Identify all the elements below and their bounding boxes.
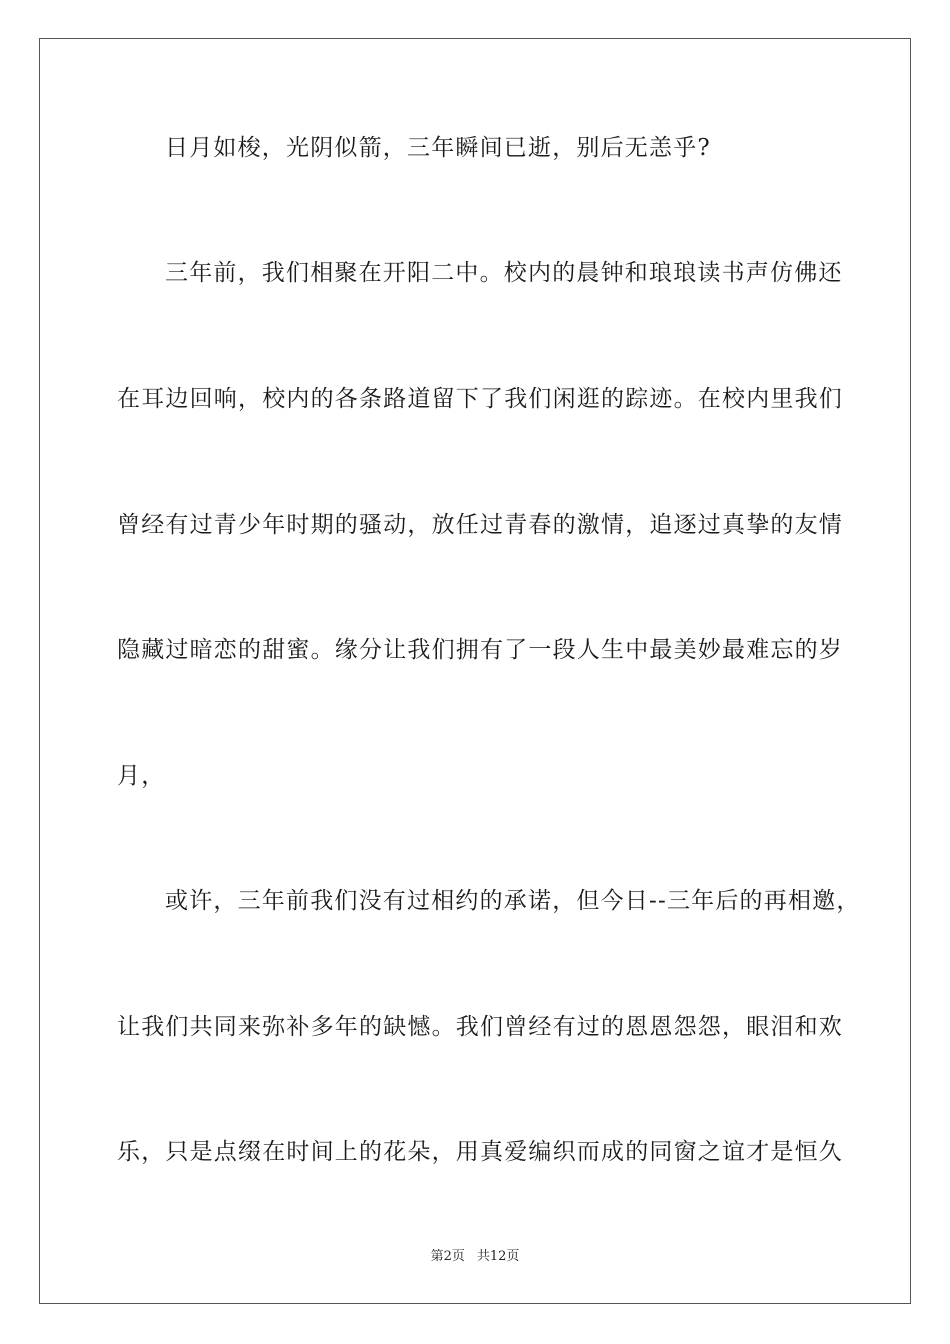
paragraph-line: 曾经有过青少年时期的骚动，放任过青春的激情，追逐过真挚的友情 <box>117 512 843 538</box>
page-footer <box>0 1248 950 1266</box>
paragraph-line: 或许，三年前我们没有过相约的承诺，但今日--三年后的再相邀， <box>165 888 861 914</box>
paragraph-line: 让我们共同来弥补多年的缺憾。我们曾经有过的恩恩怨怨，眼泪和欢 <box>117 1014 843 1040</box>
page-total: 共12页 <box>476 1249 520 1264</box>
paragraph-line: 三年前，我们相聚在开阳二中。校内的晨钟和琅琅读书声仿佛还 <box>165 260 843 286</box>
paragraph-line: 在耳边回响，校内的各条路道留下了我们闲逛的踪迹。在校内里我们 <box>117 386 843 412</box>
page-number: 第2页 <box>430 1249 465 1264</box>
page-border <box>39 38 911 1304</box>
paragraph-line: 日月如梭，光阴似箭，三年瞬间已逝，别后无恙乎? <box>165 135 711 161</box>
paragraph-line: 月， <box>117 763 166 789</box>
paragraph-line: 隐藏过暗恋的甜蜜。缘分让我们拥有了一段人生中最美妙最难忘的岁 <box>117 637 843 663</box>
paragraph-line: 乐，只是点缀在时间上的花朵，用真爱编织而成的同窗之谊才是恒久 <box>117 1139 843 1165</box>
